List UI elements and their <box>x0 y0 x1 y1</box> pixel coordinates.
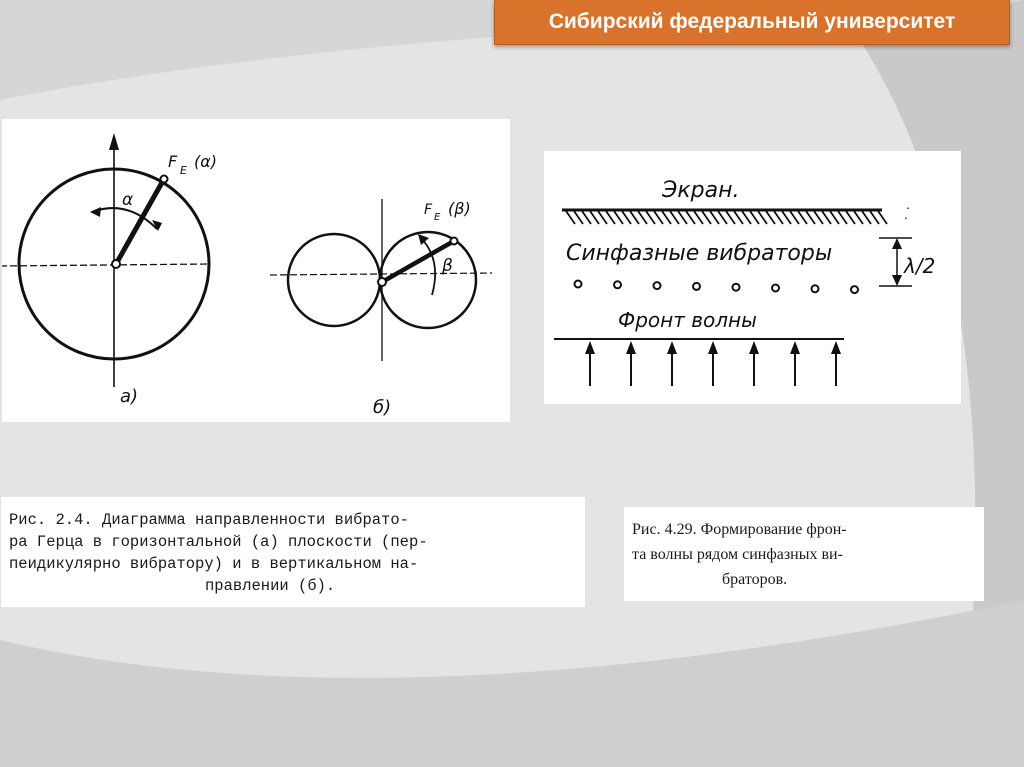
figure-wavefront-panel <box>544 151 961 404</box>
hatch-stroke <box>734 211 743 224</box>
hatch-stroke <box>758 211 767 224</box>
hatch-stroke <box>750 211 759 224</box>
label-fe-alpha: F <box>168 152 178 171</box>
vibrator-dot <box>693 283 700 290</box>
hatch-stroke <box>582 211 591 224</box>
caption-right-line-3: браторов. <box>722 571 788 588</box>
angle-arc-beta <box>420 237 435 295</box>
svg-text:.: . <box>906 196 910 212</box>
vibrator-dot <box>812 285 819 292</box>
hatch-stroke <box>814 211 823 224</box>
hatch-stroke <box>590 211 599 224</box>
hatch-stroke <box>806 211 815 224</box>
hatch-stroke <box>742 211 751 224</box>
hatch-stroke <box>862 211 871 224</box>
vibrator-dot <box>733 284 740 291</box>
label-front: Фронт волны <box>618 308 757 332</box>
hatch-stroke <box>646 211 655 224</box>
caption-left-line-3: пеидикулярно вибратору) и в вертикальном на- <box>9 555 419 573</box>
label-b: б) <box>373 397 392 418</box>
label-fe-alpha-sub: E <box>180 164 187 177</box>
caption-left-line-2: ра Герца в горизонтальной (а) плоскости (пер- <box>9 533 428 551</box>
header-title: Сибирский федеральный университет <box>494 0 1010 45</box>
hatch-stroke <box>574 211 583 224</box>
directivity-diagram <box>2 119 510 422</box>
vibrator-dot <box>575 281 582 288</box>
hatch-stroke <box>878 211 887 224</box>
wave-arrow-head <box>790 341 800 354</box>
hatch-stroke <box>598 211 607 224</box>
caption-left-line-1: Рис. 2.4. Диаграмма направленности вибрато- <box>9 511 409 529</box>
label-lambda: λ/2 <box>904 254 936 278</box>
hatch-stroke <box>638 211 647 224</box>
hatch-stroke <box>798 211 807 224</box>
hatch-stroke <box>774 211 783 224</box>
vibrator-dot <box>614 281 621 288</box>
vibrator-dot <box>851 286 858 293</box>
figure-directivity-panel <box>2 119 510 422</box>
wave-arrow-head <box>667 341 677 354</box>
hatch-stroke <box>702 211 711 224</box>
hatch-stroke <box>670 211 679 224</box>
label-fe-alpha-arg: (α) <box>194 152 218 171</box>
hatch-stroke <box>854 211 863 224</box>
vibrator-dot <box>772 285 779 292</box>
hatch-stroke <box>694 211 703 224</box>
pattern-lobe-left <box>288 234 380 326</box>
caption-left <box>1 497 585 607</box>
hatch-stroke <box>662 211 671 224</box>
label-beta: β <box>442 256 453 276</box>
hatch-stroke <box>614 211 623 224</box>
hatch-stroke <box>838 211 847 224</box>
hatch-stroke <box>630 211 639 224</box>
hatch-stroke <box>782 211 791 224</box>
wave-arrow-head <box>626 341 636 354</box>
axis-arrow-a <box>109 133 119 150</box>
vibrator-dot <box>654 282 661 289</box>
wave-arrow-head <box>831 341 841 354</box>
hatch-stroke <box>710 211 719 224</box>
label-fe-beta-sub: E <box>434 212 441 223</box>
wavefront-diagram <box>544 151 961 404</box>
wave-arrow-head <box>749 341 759 354</box>
wave-arrows <box>585 341 841 386</box>
caption-right-line-1: Рис. 4.29. Формирование фрон- <box>632 521 847 538</box>
hatch-stroke <box>686 211 695 224</box>
wave-arrow-head <box>585 341 595 354</box>
label-vibrators: Синфазные вибраторы <box>566 241 833 266</box>
caption-left-line-4: правлении (б). <box>205 577 336 595</box>
vibrator-dots <box>575 281 859 294</box>
wave-arrow-head <box>708 341 718 354</box>
hatch-stroke <box>790 211 799 224</box>
label-a: а) <box>120 386 139 407</box>
label-fe-beta: F <box>424 202 433 218</box>
hatch-stroke <box>846 211 855 224</box>
label-fe-beta-arg: (β) <box>448 199 471 218</box>
hatch-stroke <box>822 211 831 224</box>
label-screen: Экран. <box>662 178 740 203</box>
hatch-stroke <box>622 211 631 224</box>
caption-right-line-2: та волны рядом синфазных ви- <box>632 546 843 563</box>
label-alpha: α <box>122 190 134 210</box>
caption-right <box>624 507 984 601</box>
svg-text:.: . <box>904 206 908 222</box>
hatch-stroke <box>678 211 687 224</box>
hatch-stroke <box>566 211 575 224</box>
hatch-stroke <box>718 211 727 224</box>
hatch-stroke <box>606 211 615 224</box>
hatch-stroke <box>726 211 735 224</box>
screen-hatch <box>566 211 887 224</box>
hatch-stroke <box>870 211 879 224</box>
hatch-stroke <box>830 211 839 224</box>
hatch-stroke <box>654 211 663 224</box>
hatch-stroke <box>766 211 775 224</box>
